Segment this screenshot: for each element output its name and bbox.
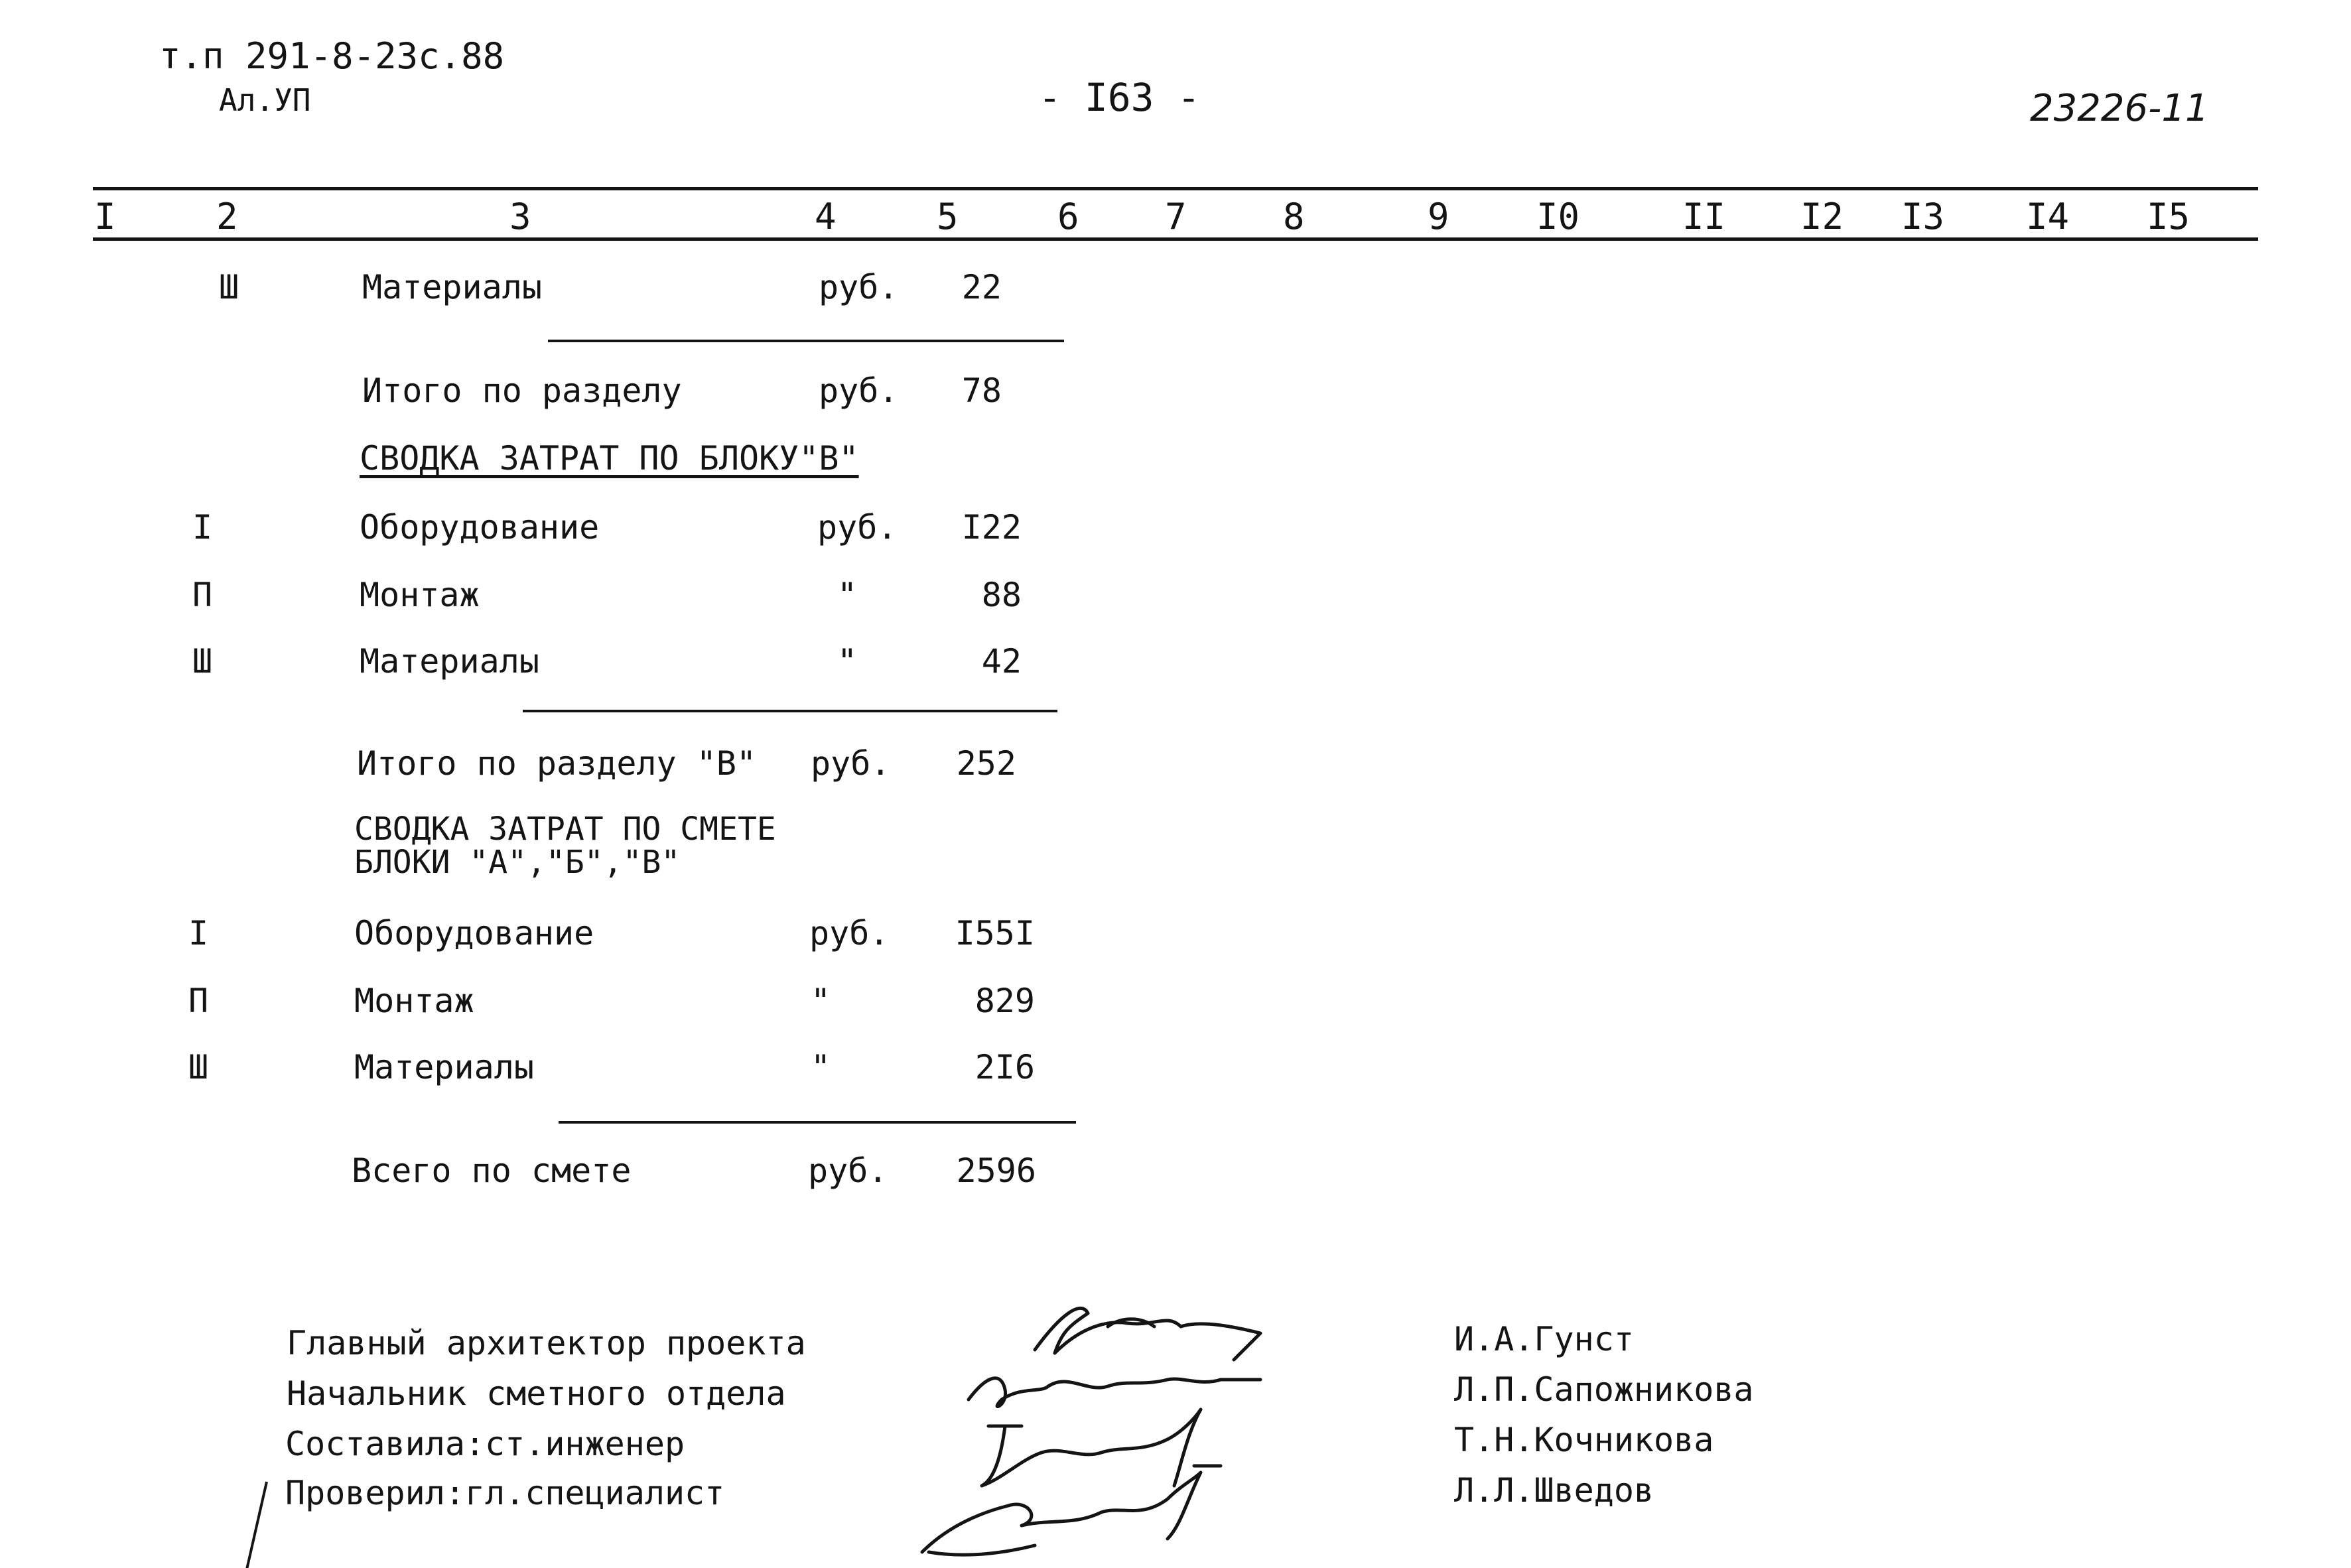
row-value: 78 xyxy=(961,371,1002,410)
signer-name: Л.Л.Шведов xyxy=(1454,1471,1654,1510)
column-number: 8 xyxy=(1283,196,1305,237)
row-code: П xyxy=(192,576,213,614)
column-number: I5 xyxy=(2147,196,2190,237)
row-code: Ш xyxy=(188,1048,209,1086)
row-name: Монтаж xyxy=(360,576,480,614)
row-code: П xyxy=(188,982,209,1020)
row-name: Оборудование xyxy=(360,508,600,547)
row-unit: руб. xyxy=(808,1151,888,1190)
signer-name: Т.Н.Кочникова xyxy=(1454,1421,1714,1459)
row-code: Ш xyxy=(192,642,213,681)
row-value: I55I xyxy=(955,914,1035,952)
stamp-number: 23226-11 xyxy=(2030,87,2209,130)
page-number: - I63 - xyxy=(1038,75,1201,120)
row-name: Итого по разделу xyxy=(362,371,682,410)
row-unit: " xyxy=(837,576,858,614)
row-unit: " xyxy=(811,982,831,1020)
column-number: 4 xyxy=(815,196,837,237)
handwritten-document-code: т.п 291-8-23с.88 xyxy=(159,35,505,77)
row-unit: руб. xyxy=(809,914,890,952)
column-number: 3 xyxy=(509,196,531,237)
row-name: Материалы xyxy=(362,268,542,306)
signer-position: Начальник сметного отдела xyxy=(287,1374,786,1413)
subtotal-rule xyxy=(548,340,1064,342)
row-value: 22 xyxy=(961,268,1002,306)
row-name: Всего по смете xyxy=(352,1151,632,1190)
row-unit: руб. xyxy=(811,744,891,783)
subtotal-rule xyxy=(523,710,1057,712)
section-title-block-b: СВОДКА ЗАТРАТ ПО БЛОКУ"В" xyxy=(360,439,859,478)
column-number: I xyxy=(94,196,116,237)
album-label: Ал.УП xyxy=(219,82,311,118)
row-value: 2I6 xyxy=(974,1048,1035,1086)
row-name: Материалы xyxy=(354,1048,534,1086)
row-value: 2596 xyxy=(956,1151,1036,1190)
column-number: 7 xyxy=(1165,196,1187,237)
row-unit: " xyxy=(811,1048,831,1086)
column-number: 6 xyxy=(1057,196,1079,237)
row-code: I xyxy=(192,508,213,547)
row-unit: руб. xyxy=(819,268,899,306)
column-number: 9 xyxy=(1428,196,1449,237)
row-name: Монтаж xyxy=(354,982,474,1020)
signer-name: И.А.Гунст xyxy=(1454,1320,1634,1358)
section-title-all-blocks-line2: БЛОКИ "А","Б","В" xyxy=(354,844,681,881)
row-unit: руб. xyxy=(817,508,898,547)
row-code: I xyxy=(188,914,209,952)
row-name: Итого по разделу "В" xyxy=(357,744,757,783)
row-value: 88 xyxy=(981,576,1022,614)
row-unit: руб. xyxy=(819,371,899,410)
total-rule xyxy=(559,1121,1076,1124)
signer-position: Главный архитектор проекта xyxy=(287,1324,806,1362)
header-top-rule xyxy=(93,187,2258,190)
row-name: Оборудование xyxy=(354,914,594,952)
section-title-all-blocks: СВОДКА ЗАТРАТ ПО СМЕТЕ xyxy=(354,811,776,848)
row-unit: " xyxy=(837,642,858,681)
column-number: I0 xyxy=(1536,196,1580,237)
header-bottom-rule xyxy=(93,237,2258,241)
column-number: I4 xyxy=(2026,196,2070,237)
column-number: II xyxy=(1682,196,1726,237)
column-number: 5 xyxy=(937,196,959,237)
column-number: I2 xyxy=(1800,196,1844,237)
row-value: 829 xyxy=(974,982,1035,1020)
row-code: Ш xyxy=(219,268,239,306)
column-number: I3 xyxy=(1901,196,1945,237)
signer-position: Составила:ст.инженер xyxy=(285,1425,685,1463)
signer-position: Проверил:гл.специалист xyxy=(285,1474,725,1512)
row-value: I22 xyxy=(961,508,1022,547)
row-name: Материалы xyxy=(360,642,539,681)
handwritten-signatures xyxy=(889,1287,1340,1568)
column-number: 2 xyxy=(216,196,238,237)
row-value: 42 xyxy=(981,642,1022,681)
signer-name: Л.П.Сапожникова xyxy=(1454,1370,1754,1409)
row-value: 252 xyxy=(956,744,1016,783)
slash-mark xyxy=(243,1479,269,1568)
